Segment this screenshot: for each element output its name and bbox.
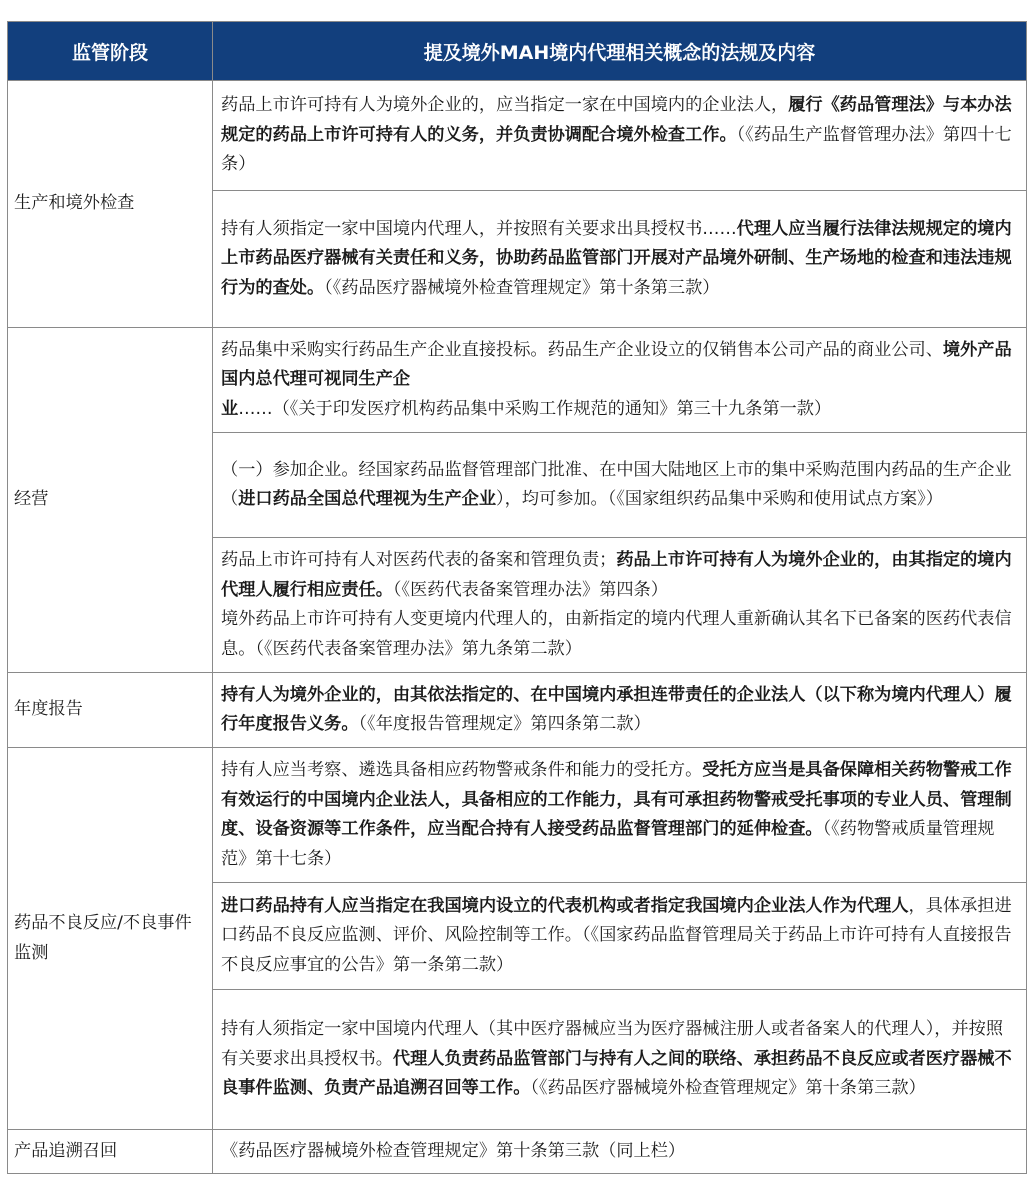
clause-text: [221, 1015, 1018, 1104]
text-segment: 持有人须指定一家中国境内代理人，并按照有关要求出具授权书……: [221, 218, 737, 239]
text-segment: 持有人须指定一家中国境内代理人（其中医疗器械应当为医疗器械注册人或者备案人的代理人），并按照有关要求出具授权书。: [221, 1019, 1004, 1069]
table-row: [8, 81, 1027, 191]
stage-cell: 药品不良反应/不良事件监测: [8, 748, 213, 1130]
bold-text-segment: 代理人负责药品监管部门与持有人之间的联络、承担药品不良反应或者医疗器械不良事件监测、负责产品追溯召回等工作。: [221, 1048, 1012, 1099]
table-row: [8, 748, 1027, 883]
clause-text: [221, 892, 1018, 981]
text-segment: （《药品生产监督管理办法》第四十七条）: [221, 124, 1012, 175]
text-segment: ），均可参加。（《国家组织药品集中采购和使用试点方案》）: [496, 489, 943, 509]
content-cell: [213, 191, 1027, 328]
bold-text-segment: 进口药品持有人应当指定在我国境内设立的代表机构或者指定我国境内企业法人作为代理人: [221, 895, 909, 916]
text-segment: （《药品医疗器械境外检查管理规定》第十条第三款）: [530, 1078, 926, 1099]
clause-text: [221, 1137, 1018, 1167]
clause-text-extra: 境外药品上市许可持有人变更境内代理人的，由新指定的境内代理人重新确认其名下已备案的医药代表信息。（《医药代表备案管理办法》第九条第二款）: [221, 609, 1012, 659]
text-segment: （《年度报告管理规定》第四条第二款）: [358, 714, 651, 734]
bold-text-segment: 境外产品国内总代理可视同生产企业: [221, 339, 1012, 419]
header-stage: 监管阶段: [8, 22, 213, 81]
content-cell: [213, 1130, 1027, 1174]
clause-text: [221, 756, 1018, 874]
content-cell: [213, 81, 1027, 191]
header-content: 提及境外MAH境内代理相关概念的法规及内容: [213, 22, 1027, 81]
text-segment: 药品集中采购实行药品生产企业直接投标。药品生产企业设立的仅销售本公司产品的商业公司、: [221, 339, 943, 360]
stage-cell: 年度报告: [8, 673, 213, 748]
text-segment: （一）参加企业。经国家药品监督管理部门批准、在中国大陆地区上市的集中采购范围内药品的生产企业（: [221, 459, 1012, 509]
bold-text-segment: 持有人为境外企业的，由其依法指定的、在中国境内承担连带责任的企业法人（以下称为境内代理人）履行年度报告义务。: [221, 684, 1012, 734]
table-row: [8, 328, 1027, 433]
content-cell: [213, 990, 1027, 1130]
text-segment: ，具体承担进口药品不良反应监测、评价、风险控制等工作。（《国家药品监督管理局关于药品上市许可持有人直接报告不良反应事宜的公告》第一条第二款）: [221, 895, 1012, 975]
text-segment: 药品上市许可持有人为境外企业的，应当指定一家在中国境内的企业法人，: [221, 95, 789, 116]
bold-text-segment: 履行《药品管理法》与本办法规定的药品上市许可持有人的义务，并负责协调配合境外检查工作。: [221, 95, 1012, 145]
text-segment: 持有人应当考察、遴选具备相应药物警戒条件和能力的受托方。: [221, 760, 703, 780]
table-row: [8, 1130, 1027, 1174]
clause-text: [221, 456, 1018, 515]
clause-text: [221, 546, 1018, 605]
text-segment: 药品上市许可持有人对医药代表的备案和管理负责；: [221, 550, 617, 570]
stage-cell: 生产和境外检查: [8, 81, 213, 328]
bold-text-segment: 进口药品全国总代理视为生产企业: [238, 489, 497, 509]
text-segment: （《药物警戒质量管理规范》第十七条）: [221, 819, 995, 869]
table-row: [8, 673, 1027, 748]
stage-cell: 经营: [8, 328, 213, 673]
stage-cell: 产品追溯召回: [8, 1130, 213, 1174]
text-segment: （《药品医疗器械境外检查管理规定》第十条第三款）: [324, 277, 720, 298]
content-cell: [213, 538, 1027, 673]
content-cell: [213, 433, 1027, 538]
clause-text: [221, 215, 1018, 304]
bold-text-segment: 代理人应当履行法律法规规定的境内上市药品医疗器械有关责任和义务，协助药品监管部门开展对产品境外研制、生产场地的检查和违法违规行为的查处。: [221, 218, 1012, 298]
clause-text: [221, 681, 1018, 740]
regulation-table: [7, 21, 1027, 1174]
content-cell: [213, 328, 1027, 433]
content-cell: [213, 748, 1027, 883]
text-segment: 《药品医疗器械境外检查管理规定》第十条第三款（同上栏）: [221, 1140, 686, 1161]
text-segment: （《医药代表备案管理办法》第四条）: [392, 579, 668, 600]
bold-text-segment: 药品上市许可持有人为境外企业的，由其指定的境内代理人履行相应责任。: [221, 550, 1012, 600]
content-cell: [213, 883, 1027, 990]
content-cell: [213, 673, 1027, 748]
bold-text-segment: 受托方应当是具备保障相关药物警戒工作有效运行的中国境内企业法人，具备相应的工作能力，具有可承担药物警戒受托事项的专业人员、管理制度、设备资源等工作条件，应当配合持有人接受药品监督管理部门的延伸检查。: [221, 760, 1012, 839]
text-segment: ……（《关于印发医疗机构药品集中采购工作规范的通知》第三十九条第一款）: [238, 398, 832, 419]
clause-text: [221, 91, 1018, 180]
header-row: [8, 22, 1027, 81]
clause-text: [221, 336, 1018, 425]
